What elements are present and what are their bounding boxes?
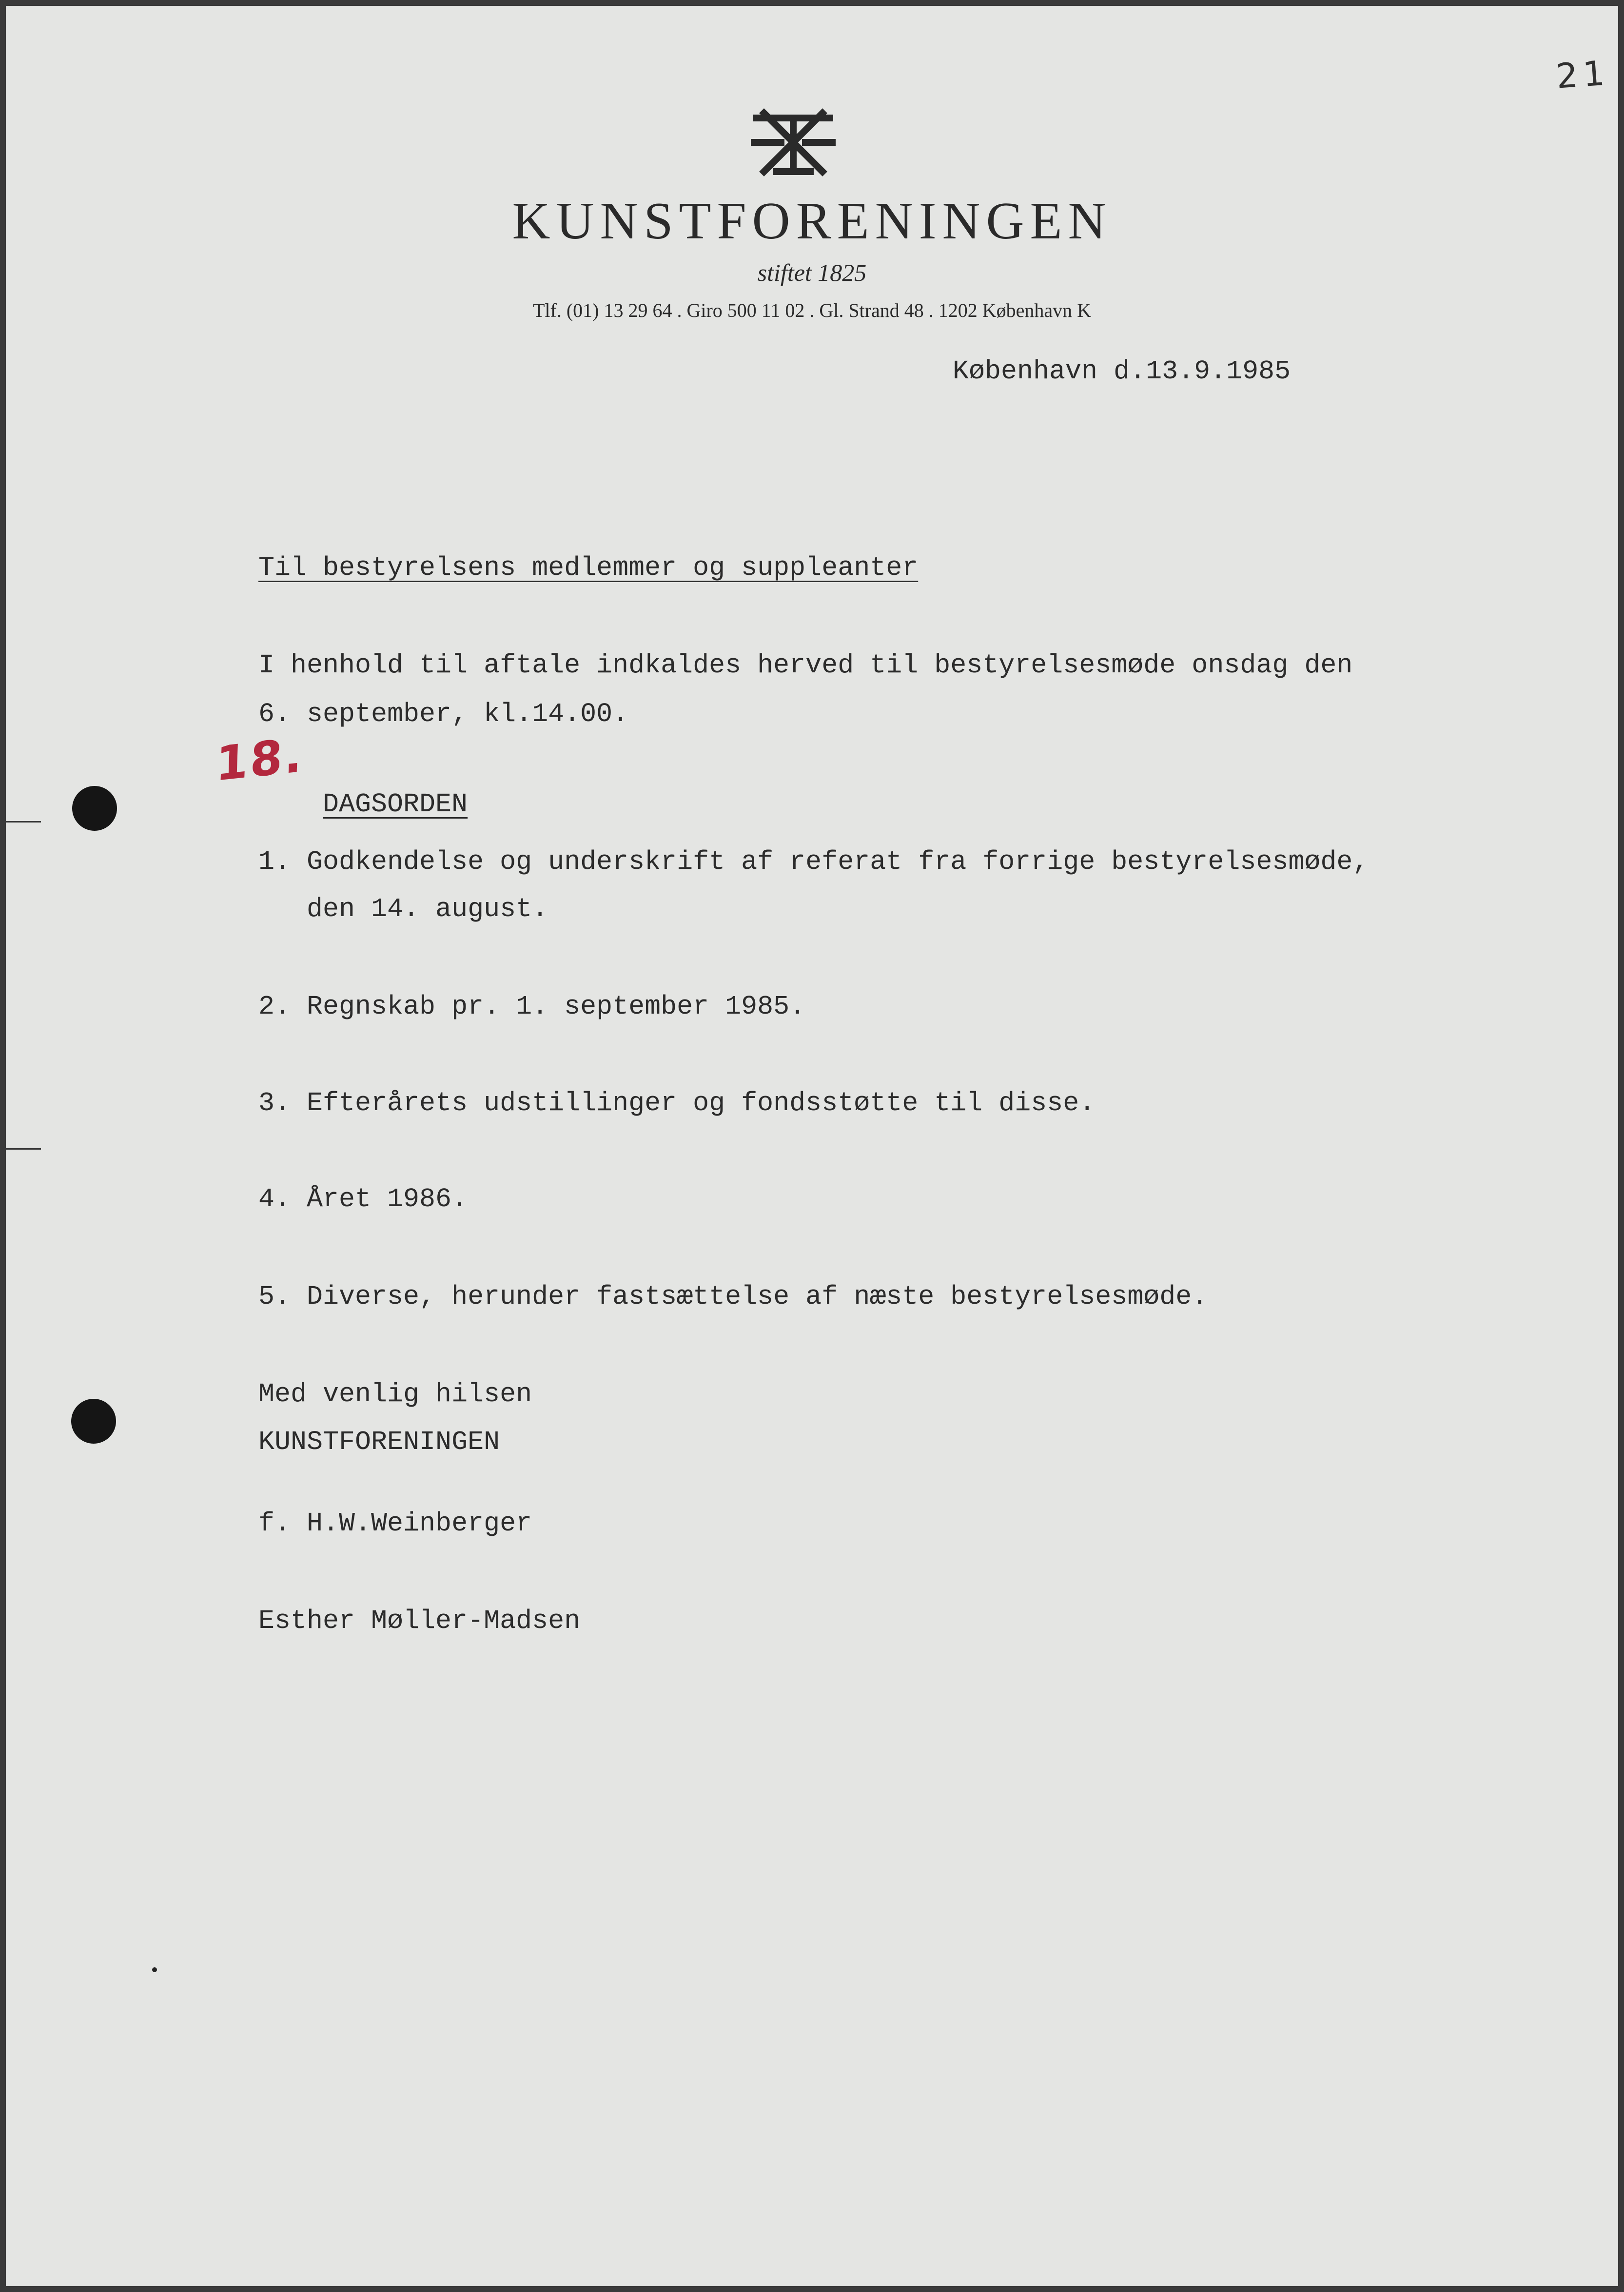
- punch-hole-bottom: [71, 1399, 116, 1444]
- agenda-item-5: 5. Diverse, herunder fastsættelse af næste bestyrelsesmøde.: [258, 1281, 1208, 1312]
- signatory: f. H.W.Weinberger: [258, 1508, 532, 1539]
- agenda-heading: DAGSORDEN: [323, 789, 468, 820]
- sender-organization: KUNSTFORENINGEN: [258, 1427, 500, 1457]
- agenda-item-3: 3. Efterårets udstillinger og fondsstøtte til disse.: [258, 1088, 1096, 1118]
- kf-monogram-logo: [747, 108, 840, 176]
- fold-mark-upper: [6, 821, 41, 823]
- paper-speck: [152, 1967, 157, 1972]
- agenda-item-1-line-1: 1. Godkendelse og underskrift af referat fra forrige bestyrelsesmøde,: [258, 846, 1369, 877]
- intro-line-1: I henhold til aftale indkaldes herved til bestyrelsesmøde onsdag den: [258, 650, 1353, 681]
- place-date: København d.13.9.1985: [953, 356, 1291, 387]
- fold-mark-lower: [6, 1148, 41, 1150]
- handwritten-date-correction: 18.: [215, 727, 305, 792]
- letterhead-founded: stiftet 1825: [757, 259, 867, 286]
- closing-greeting: Med venlig hilsen: [258, 1379, 532, 1410]
- agenda-item-1-line-2: den 14. august.: [258, 894, 548, 924]
- document-page: [6, 6, 1618, 2286]
- intro-line-2: 6. september, kl.14.00.: [258, 699, 629, 729]
- letterhead-name: KUNSTFORENINGEN: [512, 192, 1112, 250]
- punch-hole-top: [72, 786, 117, 831]
- agenda-item-4: 4. Året 1986.: [258, 1184, 468, 1215]
- letterhead-contact: Tlf. (01) 13 29 64 . Giro 500 11 02 . Gl. Strand 48 . 1202 København K: [532, 299, 1092, 321]
- archive-page-number: 21: [1555, 53, 1611, 97]
- secretary-name: Esther Møller-Madsen: [258, 1606, 581, 1636]
- recipient-line: Til bestyrelsens medlemmer og suppleanter: [258, 552, 919, 583]
- agenda-item-2: 2. Regnskab pr. 1. september 1985.: [258, 991, 806, 1022]
